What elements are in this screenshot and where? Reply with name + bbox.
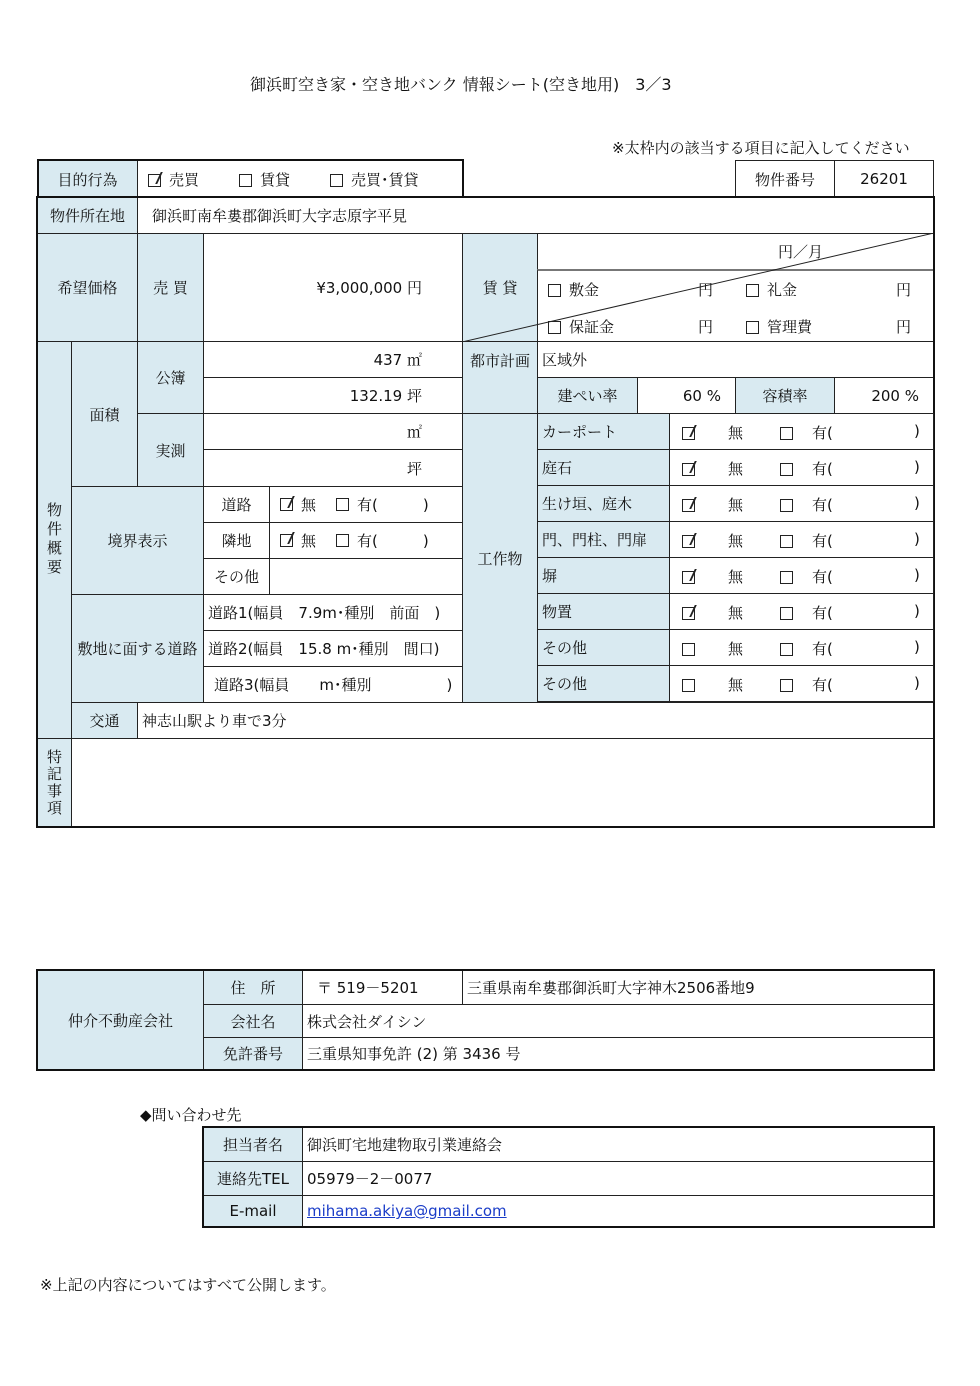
company-name: 株式会社ダイシン bbox=[302, 1004, 934, 1038]
paren: ) bbox=[914, 530, 920, 548]
checkbox-yes[interactable] bbox=[780, 535, 793, 548]
none-label: 無 bbox=[301, 496, 317, 514]
yes-label: 有( ) bbox=[357, 496, 429, 514]
road-row: 道路1(幅員 7.9m･種別 前面 ) bbox=[203, 594, 463, 631]
purpose-options bbox=[137, 160, 463, 198]
address-label: 住 所 bbox=[203, 970, 303, 1005]
checkbox-none[interactable] bbox=[682, 607, 695, 620]
yen: 円 bbox=[698, 318, 714, 336]
checkbox-yes[interactable] bbox=[336, 498, 349, 511]
structure-options bbox=[669, 593, 934, 630]
sale-price: ¥3,000,000 円 bbox=[203, 233, 463, 342]
registry-label: 公簿 bbox=[137, 341, 204, 414]
area-label: 面積 bbox=[71, 341, 138, 487]
email-label: E-mail bbox=[203, 1195, 303, 1227]
checkbox-none[interactable] bbox=[682, 499, 695, 512]
none-label: 無 bbox=[728, 532, 744, 550]
company-label: 会社名 bbox=[203, 1004, 303, 1038]
structure-label: カーポート bbox=[537, 413, 670, 450]
boundary-label: 境界表示 bbox=[71, 486, 204, 595]
option-label: 売買･賃貸 bbox=[351, 170, 419, 189]
paren: ) bbox=[914, 602, 920, 620]
hoshokin-label: 保証金 bbox=[569, 318, 615, 336]
structure-options bbox=[669, 629, 934, 666]
road-row: 道路3(幅員 m･種別 ) bbox=[203, 666, 463, 703]
postal-code: 〒 519－5201 bbox=[302, 970, 463, 1005]
boundary-other-label: その他 bbox=[203, 558, 270, 595]
location-label: 物件所在地 bbox=[37, 197, 138, 234]
email-link[interactable]: mihama.akiya@gmail.com bbox=[307, 1202, 507, 1220]
option-label: 賃貸 bbox=[260, 170, 291, 189]
survey-label: 実測 bbox=[137, 413, 204, 487]
boundary-options bbox=[269, 486, 463, 523]
kanrihi-label: 管理費 bbox=[767, 318, 813, 336]
none-label: 無 bbox=[728, 496, 744, 514]
transport-value: 神志山駅より車で3分 bbox=[137, 702, 934, 739]
price-label: 希望価格 bbox=[37, 233, 138, 342]
person-label: 担当者名 bbox=[203, 1127, 303, 1162]
checkbox[interactable] bbox=[239, 174, 252, 187]
city-plan-label: 都市計画 bbox=[462, 341, 538, 414]
yen: 円 bbox=[896, 318, 912, 336]
none-label: 無 bbox=[301, 532, 317, 550]
boundary-row-label: 道路 bbox=[203, 486, 270, 523]
page-title: 御浜町空き家・空き地バンク 情報シート(空き地用) 3／3 bbox=[250, 75, 672, 94]
checkbox-none[interactable] bbox=[682, 679, 695, 692]
contact-heading: ◆問い合わせ先 bbox=[140, 1106, 242, 1124]
yes-label: 有( bbox=[812, 604, 833, 622]
property-no-label: 物件番号 bbox=[735, 160, 835, 198]
footer-note: ※上記の内容についてはすべて公開します。 bbox=[40, 1276, 336, 1294]
notes-label: 特記事項 bbox=[37, 738, 72, 827]
none-label: 無 bbox=[728, 460, 744, 478]
purpose-option[interactable] bbox=[148, 169, 199, 190]
instruction: ※太枠内の該当する項目に記入してください bbox=[612, 139, 910, 157]
sale-label: 売 買 bbox=[137, 233, 204, 342]
checkbox-yes[interactable] bbox=[780, 499, 793, 512]
none-label: 無 bbox=[728, 424, 744, 442]
none-label: 無 bbox=[728, 640, 744, 658]
checkbox-yes[interactable] bbox=[780, 427, 793, 440]
structure-options bbox=[669, 557, 934, 594]
checkbox-yes[interactable] bbox=[780, 607, 793, 620]
structure-label: その他 bbox=[537, 629, 670, 666]
paren: ) bbox=[914, 638, 920, 656]
checkbox-none[interactable] bbox=[280, 498, 293, 511]
yes-label: 有( bbox=[812, 460, 833, 478]
checkbox-yes[interactable] bbox=[780, 679, 793, 692]
purpose-option[interactable] bbox=[239, 169, 290, 190]
yes-label: 有( bbox=[812, 676, 833, 694]
coverage-value: 60 % bbox=[637, 377, 736, 414]
checkbox-yes[interactable] bbox=[780, 463, 793, 476]
yes-label: 有( bbox=[812, 568, 833, 586]
rent-per-month: 円／月 bbox=[537, 233, 934, 270]
structure-label: 庭石 bbox=[537, 449, 670, 486]
paren: ) bbox=[914, 494, 920, 512]
yes-label: 有( bbox=[812, 532, 833, 550]
paren: ) bbox=[914, 674, 920, 692]
checkbox-none[interactable] bbox=[682, 427, 695, 440]
checkbox-yes[interactable] bbox=[336, 534, 349, 547]
structure-label: 物置 bbox=[537, 593, 670, 630]
coverage-label: 建ぺい率 bbox=[537, 377, 638, 414]
broker-label: 仲介不動産会社 bbox=[37, 970, 204, 1070]
reikin-label: 礼金 bbox=[767, 281, 798, 299]
email-cell bbox=[302, 1195, 934, 1227]
shikikin-label: 敷金 bbox=[569, 281, 600, 299]
checkbox-yes[interactable] bbox=[780, 643, 793, 656]
location-value: 御浜町南牟婁郡御浜町大字志原字平見 bbox=[137, 197, 934, 234]
checkbox[interactable] bbox=[148, 174, 161, 187]
purpose-option[interactable] bbox=[330, 169, 419, 190]
none-label: 無 bbox=[728, 604, 744, 622]
survey-m2: ㎡ bbox=[203, 413, 463, 450]
boundary-options bbox=[269, 522, 463, 559]
yes-label: 有( bbox=[812, 640, 833, 658]
checkbox-none[interactable] bbox=[682, 571, 695, 584]
checkbox-yes[interactable] bbox=[780, 571, 793, 584]
yes-label: 有( bbox=[812, 424, 833, 442]
structures-label: 工作物 bbox=[462, 413, 538, 703]
checkbox-none[interactable] bbox=[682, 643, 695, 656]
checkbox-none[interactable] bbox=[682, 535, 695, 548]
yes-label: 有( bbox=[812, 496, 833, 514]
diagonal-strike bbox=[462, 233, 934, 342]
structure-label: 門、門柱、門扉 bbox=[537, 521, 670, 558]
broker-address: 三重県南牟婁郡御浜町大字神木2506番地9 bbox=[462, 970, 934, 1005]
checkbox-none[interactable] bbox=[682, 463, 695, 476]
structure-options bbox=[669, 485, 934, 522]
yen: 円 bbox=[896, 281, 912, 299]
purpose-label: 目的行為 bbox=[37, 160, 138, 198]
boundary-row-label: 隣地 bbox=[203, 522, 270, 559]
far-label: 容積率 bbox=[735, 377, 835, 414]
none-label: 無 bbox=[728, 676, 744, 694]
yen: 円 bbox=[698, 281, 714, 299]
checkbox[interactable] bbox=[330, 174, 343, 187]
license-no: 三重県知事免許 (2) 第 3436 号 bbox=[302, 1037, 934, 1070]
structure-label: 塀 bbox=[537, 557, 670, 594]
structure-options bbox=[669, 521, 934, 558]
option-label: 売買 bbox=[169, 170, 200, 189]
far-value: 200 % bbox=[834, 377, 934, 414]
structure-label: 生け垣、庭木 bbox=[537, 485, 670, 522]
boundary-other-value[interactable] bbox=[269, 558, 463, 595]
structure-options bbox=[669, 413, 934, 450]
checkbox-none[interactable] bbox=[280, 534, 293, 547]
registry-tsubo: 132.19 坪 bbox=[203, 377, 463, 414]
road-row: 道路2(幅員 15.8 m･種別 間口) bbox=[203, 630, 463, 667]
yes-label: 有( ) bbox=[357, 532, 429, 550]
license-label: 免許番号 bbox=[203, 1037, 303, 1070]
structure-label: その他 bbox=[537, 665, 670, 702]
structure-options bbox=[669, 449, 934, 486]
paren: ) bbox=[914, 422, 920, 440]
person-value: 御浜町宅地建物取引業連絡会 bbox=[302, 1127, 934, 1162]
structure-options bbox=[669, 665, 934, 702]
transport-label: 交通 bbox=[71, 702, 138, 739]
city-plan-value: 区域外 bbox=[537, 341, 934, 378]
registry-m2: 437 ㎡ bbox=[203, 341, 463, 378]
tel-label: 連絡先TEL bbox=[203, 1161, 303, 1196]
tel-value: 05979－2－0077 bbox=[302, 1161, 934, 1196]
overview-label: 物件概要 bbox=[37, 341, 72, 739]
roads-label: 敷地に面する道路 bbox=[71, 594, 204, 703]
paren: ) bbox=[914, 458, 920, 476]
survey-tsubo: 坪 bbox=[203, 449, 463, 487]
notes-value[interactable] bbox=[71, 738, 934, 827]
property-no: 26201 bbox=[834, 160, 934, 198]
paren: ) bbox=[914, 566, 920, 584]
rent-label: 賃 貸 bbox=[462, 233, 538, 342]
none-label: 無 bbox=[728, 568, 744, 586]
